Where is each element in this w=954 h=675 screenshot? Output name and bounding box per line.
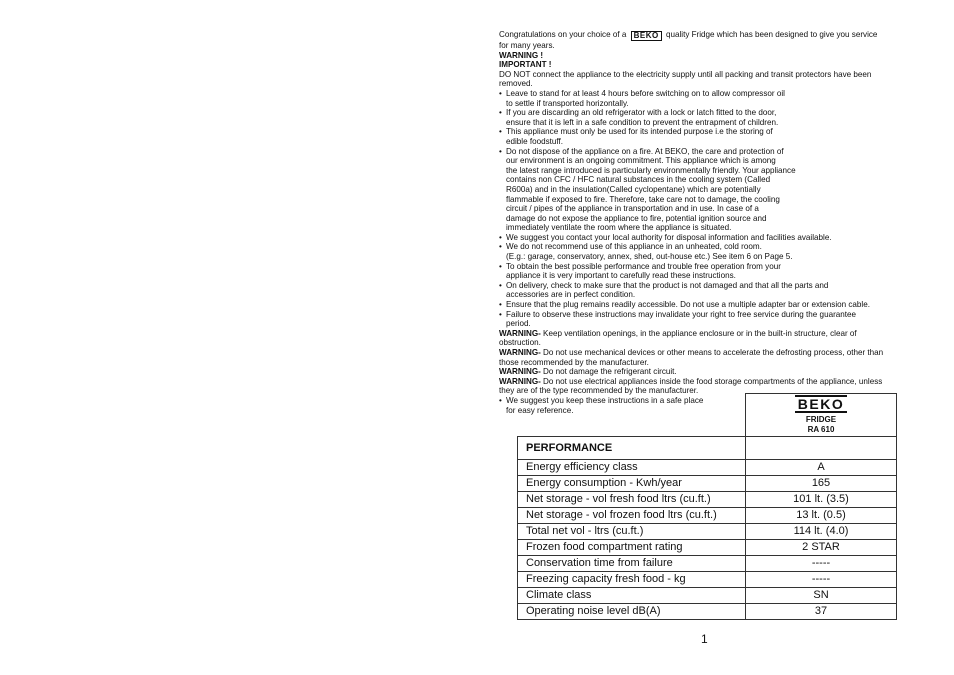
spec-row	[518, 460, 897, 476]
bullet-line: flammable if exposed to fire. Therefore, take care not to damage, the cooling	[506, 194, 780, 204]
keep-line: for easy reference.	[506, 405, 574, 415]
bullet-item	[499, 147, 884, 233]
warning-item	[499, 348, 884, 367]
bullet-line: • If you are discarding an old refrigerator with a lock or latch fitted to the door,	[506, 108, 777, 118]
warning-text: Do not damage the refrigerant circuit.	[540, 367, 677, 377]
bullet-item	[499, 310, 884, 329]
spec-value: 2 STAR	[746, 540, 897, 556]
bullet-item	[499, 300, 884, 310]
spec-value: SN	[746, 588, 897, 604]
bullet-line: • To obtain the best possible performance and trouble free operation from your	[506, 261, 781, 271]
page-number: 1	[701, 632, 708, 646]
bullet-item	[499, 262, 884, 281]
bullet-line: • We suggest you contact your local authority for disposal information and facilities available.	[506, 232, 832, 242]
spec-label: Energy efficiency class	[518, 460, 746, 476]
spec-value: 165	[746, 476, 897, 492]
product-name: FRIDGE	[805, 415, 837, 424]
bullet-item	[499, 242, 884, 261]
warning-label: WARNING-	[499, 367, 541, 377]
spec-label: Climate class	[518, 588, 746, 604]
spec-header-blank	[518, 394, 746, 437]
spec-value: 37	[746, 604, 897, 620]
bullet-line: period.	[506, 319, 531, 329]
model-number: RA 610	[807, 425, 835, 434]
spec-row	[518, 508, 897, 524]
bullet-line: contains non CFC / HFC natural substances in the cooling system (Called	[506, 175, 771, 185]
bullet-line: ensure that it is left in a safe condition to prevent the entrapment of children.	[506, 117, 779, 127]
spec-row	[518, 604, 897, 620]
warning-heading: WARNING !	[499, 50, 544, 60]
bullet-item	[499, 127, 884, 146]
beko-logo-large: BEKO	[795, 395, 847, 413]
bullet-line: circuit / pipes of the appliance in transportation and in use. In case of a	[506, 204, 759, 214]
spec-value: A	[746, 460, 897, 476]
spec-table	[517, 393, 897, 620]
bullet-line: (E.g.: garage, conservatory, annex, shed, out-house etc.) See item 6 on Page 5.	[506, 252, 793, 262]
spec-brand-cell	[746, 394, 897, 437]
performance-row	[518, 437, 897, 460]
connect-notice: DO NOT connect the appliance to the electricity supply until all packing and transit protectors have been removed.	[499, 69, 872, 89]
bullet-line: • Ensure that the plug remains readily accessible. Do not use a multiple adapter bar or extension cable.	[506, 300, 870, 310]
spec-header-row	[518, 394, 897, 437]
bullet-line: • On delivery, check to make sure that the product is not damaged and that all the parts and	[506, 280, 829, 290]
intro-text-end: quality Fridge which has been designed to give you service for many years.	[499, 30, 878, 50]
spec-label: Operating noise level dB(A)	[518, 604, 746, 620]
spec-row	[518, 476, 897, 492]
spec-label: Net storage - vol frozen food ltrs (cu.ft.)	[518, 508, 746, 524]
important-heading: IMPORTANT !	[499, 60, 552, 70]
warning-text: Do not use electrical appliances inside the food storage compartments of the appliance, unless they are of the type recommended by the manufacturer.	[499, 376, 883, 396]
spec-row	[518, 572, 897, 588]
bullet-item	[499, 281, 884, 300]
spec-rows	[518, 460, 897, 620]
warning-label: WARNING-	[499, 348, 541, 357]
intro-paragraph	[499, 30, 884, 51]
spec-value: 13 lt. (0.5)	[746, 508, 897, 524]
spec-value: 114 lt. (4.0)	[746, 524, 897, 540]
bullet-line: • Leave to stand for at least 4 hours before switching on to allow compressor oil	[506, 88, 785, 98]
spec-label: Energy consumption - Kwh/year	[518, 476, 746, 492]
spec-row	[518, 540, 897, 556]
warning-label: WARNING-	[499, 328, 541, 338]
spec-value: -----	[746, 572, 897, 588]
spec-label: Conservation time from failure	[518, 556, 746, 572]
bullet-line: the latest range introduced is particularly environmentally friendly. Your appliance	[506, 165, 796, 175]
bullet-line: accessories are in perfect condition.	[506, 290, 636, 300]
keep-line: • We suggest you keep these instructions in a safe place	[506, 395, 704, 405]
spec-label: Total net vol - ltrs (cu.ft.)	[518, 524, 746, 540]
bullet-line: appliance it is very important to carefully read these instructions.	[506, 271, 736, 281]
spec-value: -----	[746, 556, 897, 572]
spec-row	[518, 524, 897, 540]
bullet-item	[499, 233, 884, 243]
bullet-item	[499, 89, 884, 108]
performance-blank	[746, 437, 897, 460]
bullet-list	[499, 89, 884, 329]
intro-text: Congratulations on your choice of a	[499, 30, 627, 39]
warning-item	[499, 329, 884, 348]
bullet-line: • Failure to observe these instructions may invalidate your right to free service during the guarantee	[506, 309, 857, 319]
bullet-line: edible foodstuff.	[506, 136, 563, 146]
spec-row	[518, 492, 897, 508]
performance-heading: PERFORMANCE	[518, 437, 746, 460]
spec-row	[518, 556, 897, 572]
warning-item	[499, 367, 884, 377]
bullet-line: • This appliance must only be used for its intended purpose i.e the storing of	[506, 127, 773, 137]
bullet-line: • Do not dispose of the appliance on a fire. At BEKO, the care and protection of	[506, 146, 784, 156]
bullet-item	[499, 108, 884, 127]
warning-list	[499, 329, 884, 396]
bullet-line: immediately ventilate the room where the appliance is situated.	[506, 223, 732, 233]
bullet-line: damage do not expose the appliance to fire, potential ignition source and	[506, 213, 767, 223]
spec-label: Freezing capacity fresh food - kg	[518, 572, 746, 588]
bullet-line: • We do not recommend use of this appliance in an unheated, cold room.	[506, 242, 762, 252]
warning-label: WARNING-	[499, 376, 541, 386]
bullet-line: to settle if transported horizontally.	[506, 98, 629, 108]
beko-logo: BEKO	[631, 31, 662, 41]
spec-label: Net storage - vol fresh food ltrs (cu.ft.)	[518, 492, 746, 508]
spec-label: Frozen food compartment rating	[518, 540, 746, 556]
spec-value: 101 lt. (3.5)	[746, 492, 897, 508]
bullet-line: R600a) and in the insulation(Called cyclopentane) which are potentially	[506, 184, 761, 194]
spec-row	[518, 588, 897, 604]
warning-text: Keep ventilation openings, in the appliance enclosure or in the built-in structure, clear of obstruction.	[499, 328, 857, 348]
bullet-line: our environment is an ongoing commitment. This appliance which is among	[506, 156, 776, 166]
warning-text: Do not use mechanical devices or other means to accelerate the defrosting process, other than those recommended by the manufacturer.	[499, 348, 884, 367]
instructions-text	[499, 30, 884, 415]
